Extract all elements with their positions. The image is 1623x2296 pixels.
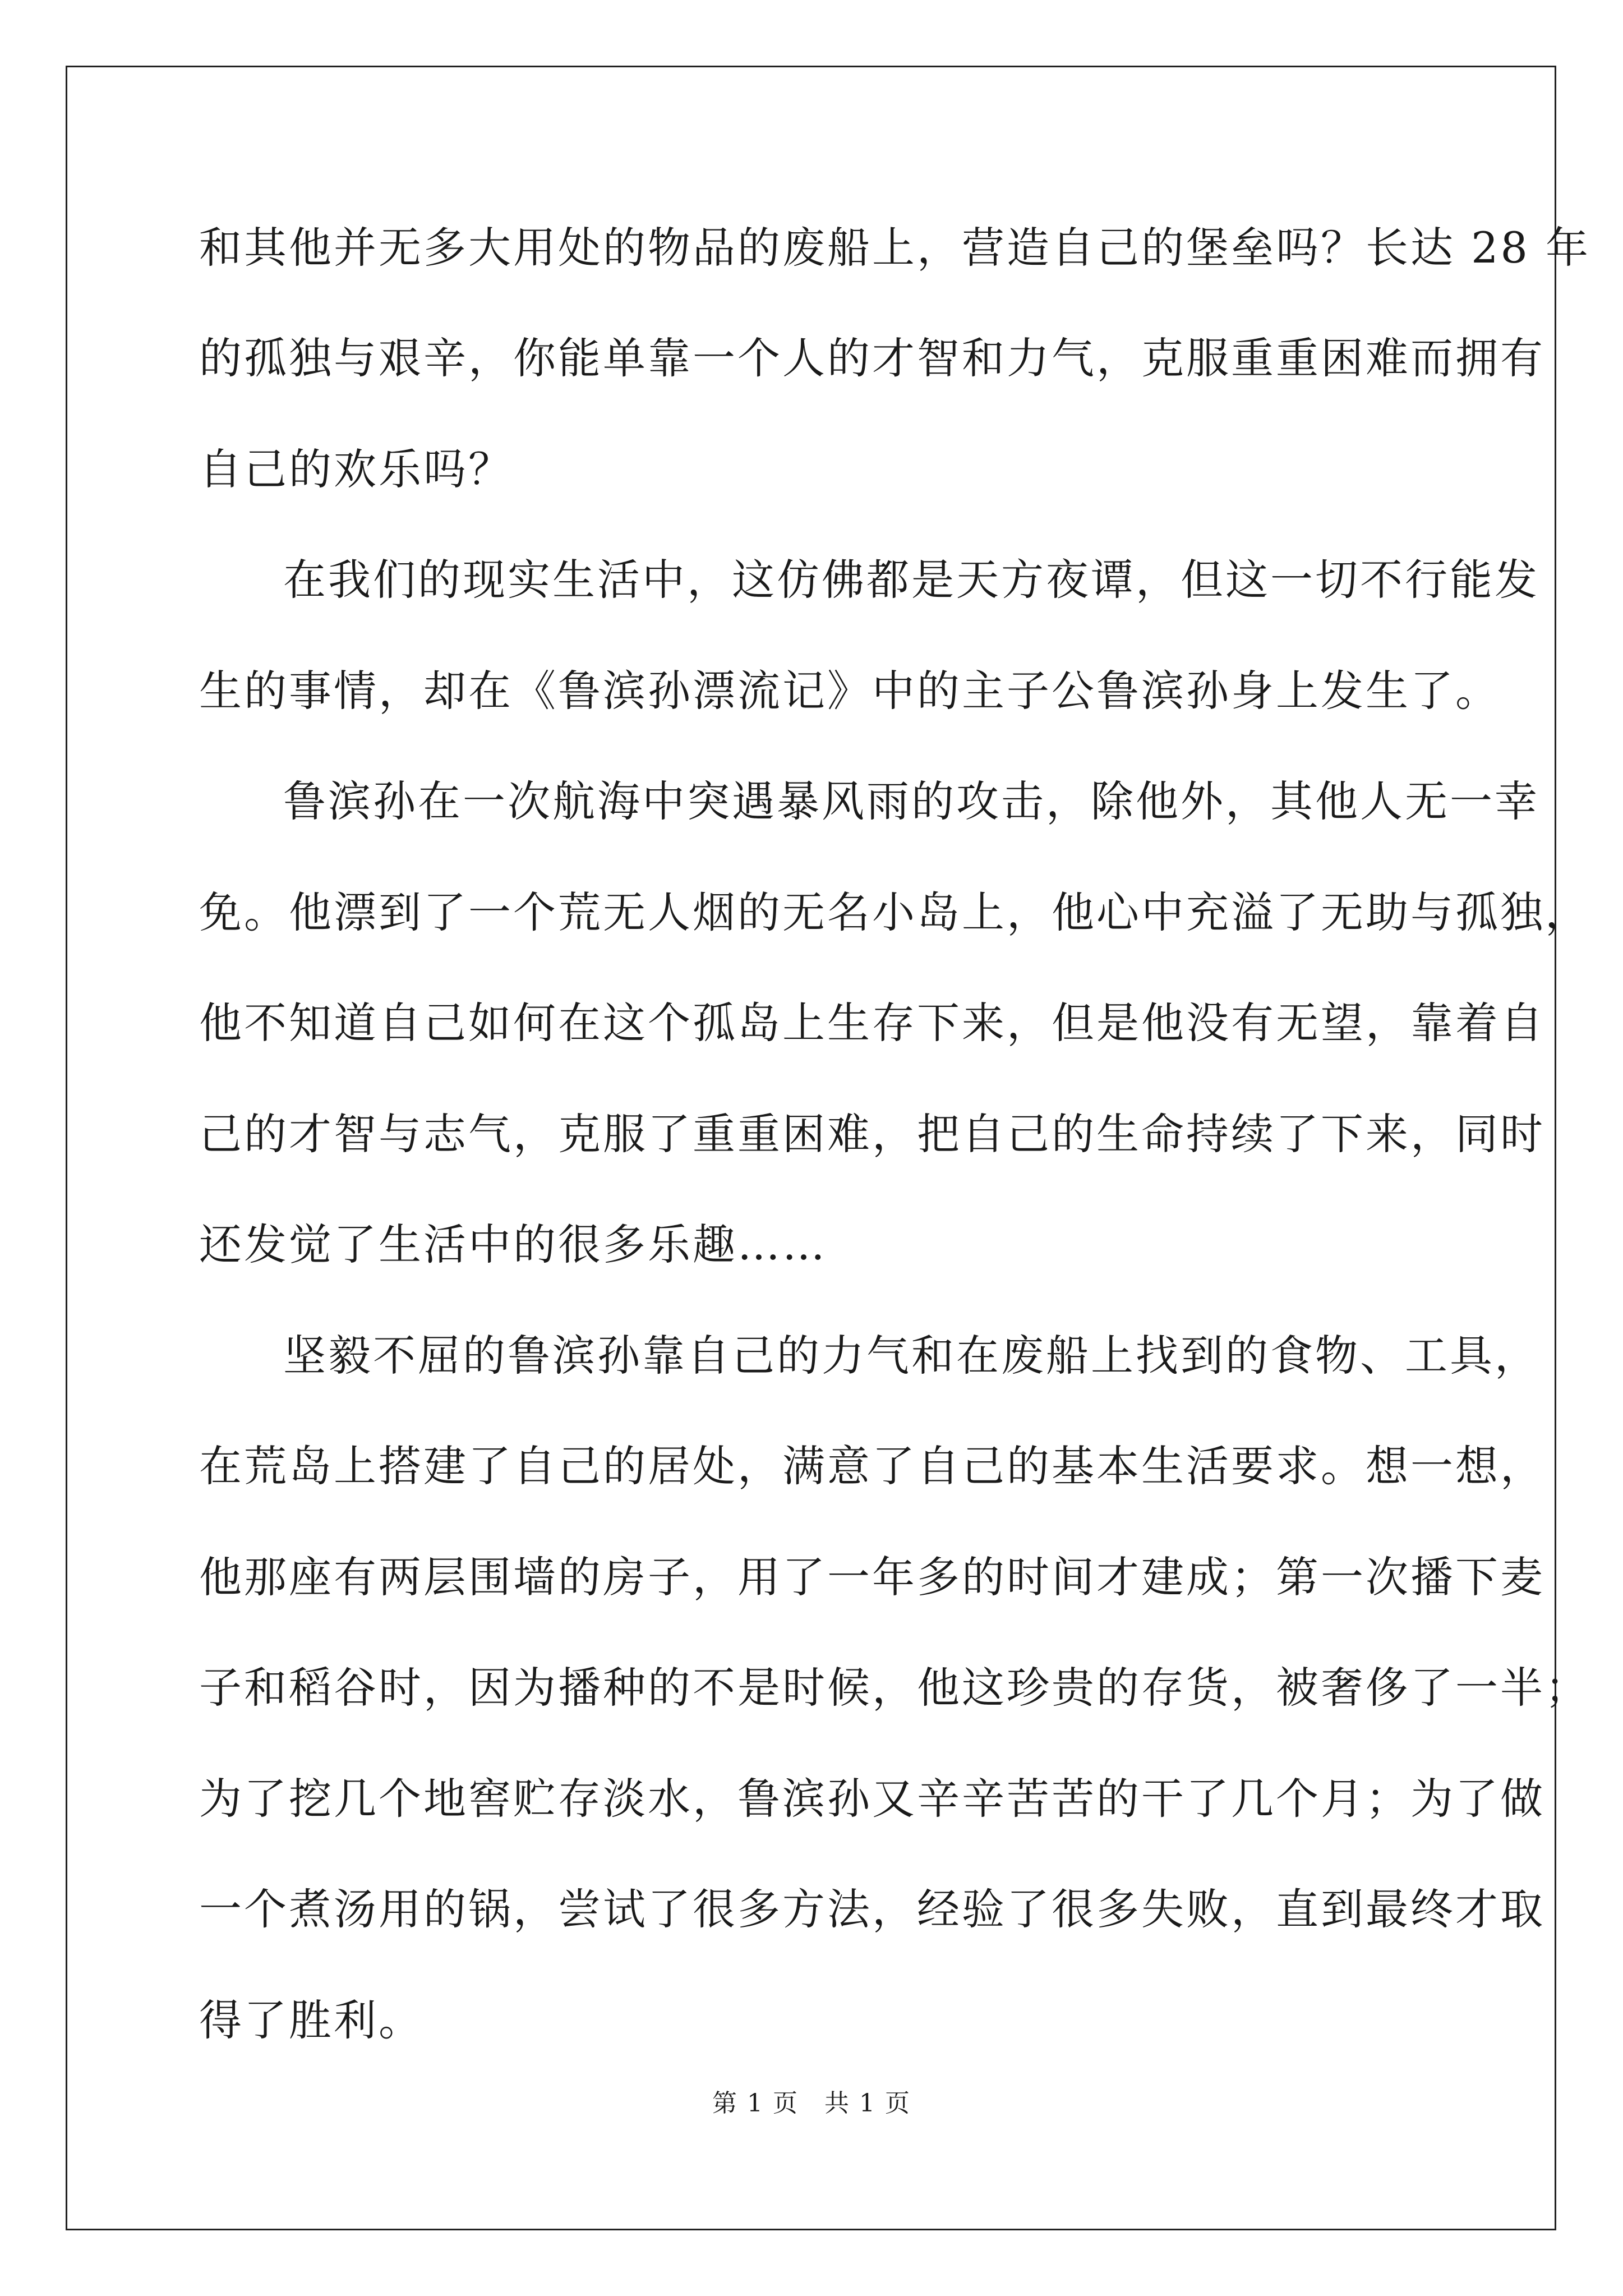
- text-line: 生的事情，却在《鲁滨孙漂流记》中的主子公鲁滨孙身上发生了。: [199, 666, 1500, 716]
- text-line: 为了挖几个地窖贮存淡水，鲁滨孙又辛辛苦苦的干了几个月；为了做: [199, 1774, 1545, 1824]
- text-line: 还发觉了生活中的很多乐趣……: [199, 1220, 827, 1269]
- text-line: 的孤独与艰辛，你能单靠一个人的才智和力气，克服重重困难而拥有: [199, 333, 1545, 383]
- paragraph-start-line: 坚毅不屈的鲁滨孙靠自己的力气和在废船上找到的食物、工具，: [283, 1331, 1539, 1381]
- text-line: 得了胜利。: [199, 1995, 423, 2045]
- text-line: 自己的欢乐吗？: [199, 444, 513, 494]
- text-line: 子和稻谷时，因为播种的不是时候，他这珍贵的存货，被奢侈了一半；: [199, 1663, 1590, 1713]
- text-line: 一个煮汤用的锅，尝试了很多方法，经验了很多失败，直到最终才取: [199, 1884, 1545, 1934]
- text-line: 和其他并无多大用处的物品的废船上，营造自己的堡垒吗？长达 28 年: [199, 223, 1591, 273]
- page-footer: 第 1 页 共 1 页: [712, 2089, 911, 2118]
- text-line: 他那座有两层围墙的房子，用了一年多的时间才建成；第一次播下麦: [199, 1552, 1545, 1602]
- text-line: 他不知道自己如何在这个孤岛上生存下来，但是他没有无望，靠着自: [199, 998, 1545, 1048]
- paragraph-start-line: 在我们的现实生活中，这仿佛都是天方夜谭，但这一切不行能发: [283, 555, 1539, 605]
- text-line: 在荒岛上搭建了自己的居处，满意了自己的基本生活要求。想一想，: [199, 1441, 1545, 1491]
- text-line: 己的才智与志气，克服了重重困难，把自己的生命持续了下来，同时: [199, 1109, 1545, 1159]
- paragraph-start-line: 鲁滨孙在一次航海中突遇暴风雨的攻击，除他外，其他人无一幸: [283, 776, 1539, 826]
- text-line: 免。他漂到了一个荒无人烟的无名小岛上，他心中充溢了无助与孤独，: [199, 887, 1590, 937]
